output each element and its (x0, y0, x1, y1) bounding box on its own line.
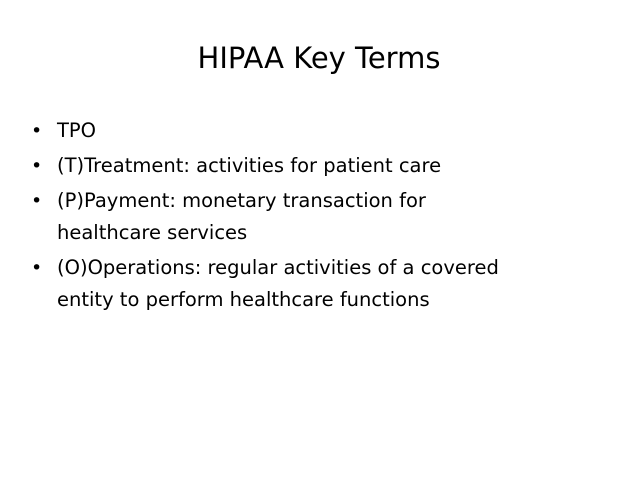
bullet-item-treatment (31, 150, 621, 182)
bullet-item-tpo (31, 115, 621, 147)
bullet-text: TPO (57, 119, 97, 142)
bullet-list (31, 115, 621, 319)
bullet-text: (T)Treatment: activities for patient care (57, 154, 442, 177)
bullet-dot-icon: • (31, 120, 43, 142)
bullet-text-line-2: entity to perform healthcare functions (57, 288, 430, 311)
bullet-dot-icon: • (31, 257, 43, 279)
bullet-dot-icon: • (31, 155, 43, 177)
slide-title: HIPAA Key Terms (197, 41, 441, 75)
bullet-text-line-1: (O)Operations: regular activities of a covered (57, 256, 499, 279)
bullet-dot-icon: • (31, 190, 43, 212)
bullet-item-payment (31, 185, 621, 249)
bullet-text-line-1: (P)Payment: monetary transaction for (57, 189, 426, 212)
bullet-text-line-2: healthcare services (57, 221, 248, 244)
bullet-item-operations (31, 252, 621, 316)
